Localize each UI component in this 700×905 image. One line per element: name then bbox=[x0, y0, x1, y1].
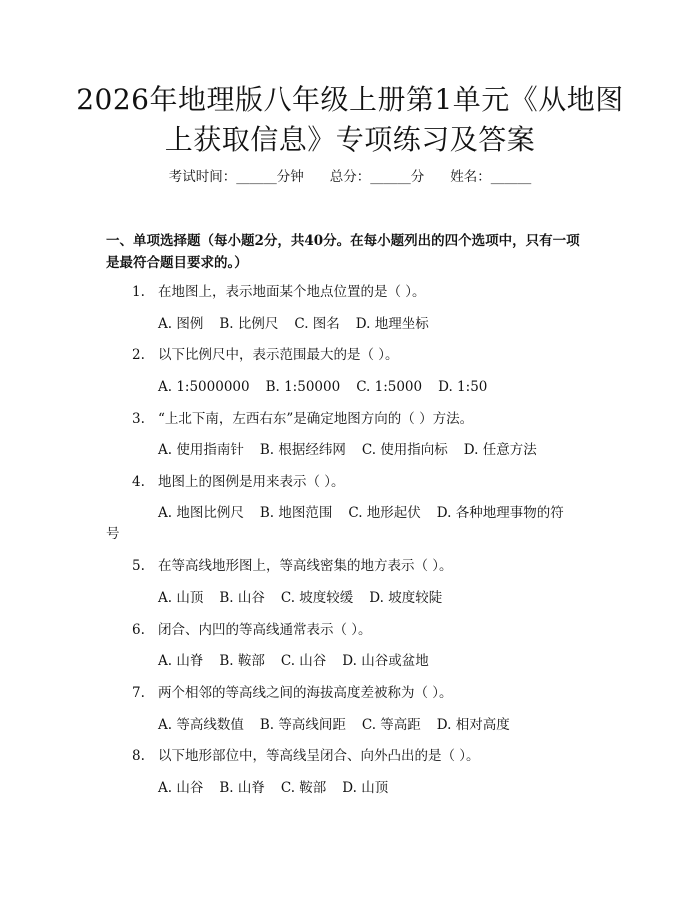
section-heading-line-2: 是最符合题目要求的。） bbox=[106, 255, 248, 271]
option-a[interactable]: A. 使用指南针 bbox=[158, 442, 244, 458]
option-d[interactable]: D. 山谷或盆地 bbox=[342, 653, 429, 669]
option-a[interactable]: A. 图例 bbox=[158, 316, 204, 332]
option-a[interactable]: A. 山谷 bbox=[158, 780, 204, 796]
option-b[interactable]: B. 等高线间距 bbox=[259, 717, 346, 733]
question-4-option-d-wrap: 号 bbox=[106, 526, 120, 542]
option-d[interactable]: D. 1:50 bbox=[438, 379, 488, 395]
question-stem: 两个相邻的等高线之间的海拔高度差被称为（ ）。 bbox=[158, 685, 453, 701]
option-d[interactable]: D. 坡度较陡 bbox=[369, 590, 443, 606]
option-b[interactable]: B. 地图范围 bbox=[259, 505, 333, 521]
section-1-heading bbox=[106, 230, 601, 274]
question-number: 1. bbox=[132, 284, 145, 300]
option-c[interactable]: C. 坡度较缓 bbox=[280, 590, 354, 606]
option-b[interactable]: B. 山谷 bbox=[219, 590, 265, 606]
question-stem: 地图上的图例是用来表示（ ）。 bbox=[158, 474, 345, 490]
option-d[interactable]: D. 相对高度 bbox=[436, 717, 510, 733]
option-d[interactable]: D. 任意方法 bbox=[463, 442, 537, 458]
option-c[interactable]: C. 地形起伏 bbox=[348, 505, 421, 521]
option-a[interactable]: A. 地图比例尺 bbox=[158, 505, 244, 521]
section-heading-line-1: 一、单项选择题（每小题2分，共40分。在每小题列出的四个选项中，只有一项 bbox=[106, 233, 580, 249]
option-a[interactable]: A. 山顶 bbox=[158, 590, 204, 606]
option-d[interactable]: D. 山顶 bbox=[342, 780, 389, 796]
option-b[interactable]: B. 山脊 bbox=[219, 780, 265, 796]
option-c[interactable]: C. 使用指向标 bbox=[361, 442, 448, 458]
option-b[interactable]: B. 根据经纬网 bbox=[259, 442, 346, 458]
option-d[interactable]: D. 地理坐标 bbox=[355, 316, 429, 332]
question-number: 7. bbox=[132, 685, 145, 701]
question-number: 5. bbox=[132, 558, 145, 574]
exam-info bbox=[0, 167, 700, 187]
document-title bbox=[40, 80, 660, 160]
question-3-options bbox=[158, 440, 553, 460]
option-c[interactable]: C. 图名 bbox=[294, 316, 340, 332]
option-c[interactable]: C. 等高距 bbox=[361, 717, 421, 733]
option-a[interactable]: A. 1:5000000 bbox=[158, 379, 250, 395]
question-stem: 在等高线地形图上，等高线密集的地方表示（ ）。 bbox=[158, 558, 453, 574]
question-stem: 在地图上，表示地面某个地点位置的是（ ）。 bbox=[158, 284, 426, 300]
question-stem: 以下地形部位中，等高线呈闭合、向外凸出的是（ ）。 bbox=[158, 748, 480, 764]
question-number: 6. bbox=[132, 622, 145, 638]
question-stem: 闭合、内凹的等高线通常表示（ ）。 bbox=[158, 622, 372, 638]
question-stem: “上北下南，左西右东”是确定地图方向的（ ）方法。 bbox=[158, 411, 474, 427]
question-4-options bbox=[158, 503, 564, 523]
question-number: 3. bbox=[132, 411, 145, 427]
total-score-field[interactable]: 总分：______分 bbox=[329, 169, 425, 185]
option-b[interactable]: B. 比例尺 bbox=[219, 316, 279, 332]
option-d[interactable]: D. 各种地理事物的符 bbox=[436, 505, 564, 521]
question-2-options bbox=[158, 377, 503, 397]
question-8-options bbox=[158, 778, 404, 798]
option-a[interactable]: A. 等高线数值 bbox=[158, 717, 244, 733]
option-c[interactable]: C. 1:5000 bbox=[356, 379, 423, 395]
exam-time-field[interactable]: 考试时间：______分钟 bbox=[168, 169, 304, 185]
question-1-options bbox=[158, 314, 445, 334]
question-5-options bbox=[158, 588, 458, 608]
student-name-field[interactable]: 姓名：______ bbox=[450, 169, 532, 185]
question-number: 2. bbox=[132, 347, 145, 363]
question-7-options bbox=[158, 715, 526, 735]
option-b[interactable]: B. 1:50000 bbox=[265, 379, 341, 395]
title-line-1: 2026年地理版八年级上册第1单元《从地图 bbox=[76, 83, 624, 116]
question-stem: 以下比例尺中，表示范围最大的是（ ）。 bbox=[158, 347, 399, 363]
option-c[interactable]: C. 鞍部 bbox=[280, 780, 327, 796]
option-a[interactable]: A. 山脊 bbox=[158, 653, 204, 669]
question-6-options bbox=[158, 651, 445, 671]
option-c[interactable]: C. 山谷 bbox=[280, 653, 327, 669]
option-b[interactable]: B. 鞍部 bbox=[219, 653, 265, 669]
title-line-2: 上获取信息》专项练习及答案 bbox=[164, 123, 536, 156]
question-number: 8. bbox=[132, 748, 145, 764]
question-number: 4. bbox=[132, 474, 145, 490]
